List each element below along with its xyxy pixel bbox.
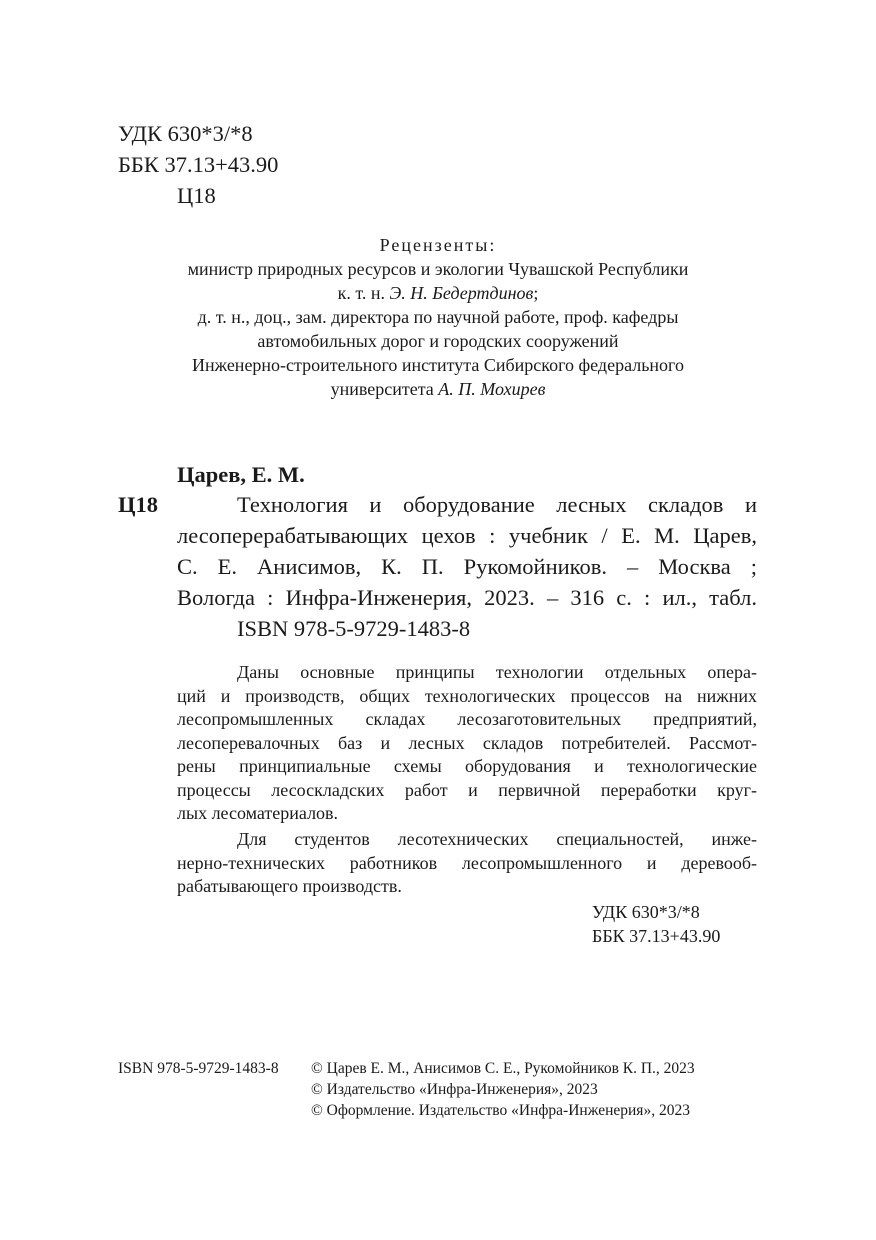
copyright-line-2: © Издательство «Инфра-Инженерия», 2023: [311, 1081, 598, 1098]
audience-line: нерно-технических работников лесопромышленного и деревооб-: [177, 852, 757, 873]
annotation-line: ций и производств, общих технологических процессов на нижних: [177, 685, 757, 706]
reviewer-line-6: [0, 378, 876, 402]
audience-line: рабатывающего производств.: [177, 876, 402, 896]
bib-isbn: ISBN 978-5-9729-1483-8: [237, 616, 471, 641]
bbk-code-bottom: ББК 37.13+43.90: [592, 926, 721, 946]
reviewers-heading: Рецензенты:: [379, 235, 497, 255]
annotation-line: процессы лесоскладских работ и первичной переработки круг-: [177, 779, 757, 800]
annotation-line: Даны основные принципы технологии отдельных опера-: [237, 662, 757, 682]
bib-author-mark: Ц18: [118, 492, 159, 517]
copyright-line-3: © Оформление. Издательство «Инфра-Инженерия», 2023: [311, 1102, 690, 1119]
annotation-line: лесоперевалочных баз и лесных складов потребителей. Рассмот-: [177, 732, 757, 753]
author-mark-top: Ц18: [177, 183, 216, 208]
reviewer-name-1: Э. Н. Бедертдинов: [389, 283, 534, 303]
annotation-line: лесопромышленных складах лесозаготовительных предприятий,: [177, 709, 757, 729]
bib-title-line-1: Технология и оборудование лесных складов и: [237, 492, 757, 517]
reviewer-line-2: [0, 282, 876, 306]
reviewer-line-3: д. т. н., доц., зам. директора по научной работе, проф. кафедры: [197, 307, 679, 327]
reviewer-degree: к. т. н.: [337, 283, 390, 303]
udk-code-top: УДК 630*3/*8: [118, 121, 253, 146]
annotation-line: лых лесоматериалов.: [177, 803, 339, 823]
bbk-code-top: ББК 37.13+43.90: [118, 152, 279, 177]
bib-title-line-4: Вологда : Инфра-Инженерия, 2023. – 316 с. : ил., табл.: [177, 585, 757, 610]
reviewer-separator: ;: [533, 283, 539, 303]
reviewer-line-4: автомобильных дорог и городских сооружений: [257, 331, 619, 351]
copyright-isbn: ISBN 978-5-9729-1483-8: [118, 1060, 279, 1077]
reviewer-line-5: Инженерно-строительного института Сибирского федерального: [191, 355, 684, 375]
copyright-line-1: © Царев Е. М., Анисимов С. Е., Рукомойников К. П., 2023: [311, 1060, 695, 1077]
audience-line: Для студентов лесотехнических специальностей, инже-: [237, 829, 757, 849]
annotation-line: рены принципиальные схемы оборудования и технологические: [177, 756, 757, 776]
bib-title-line-2: лесоперерабатывающих цехов : учебник / Е. М. Царев,: [177, 523, 757, 548]
reviewer-name-2: А. П. Мохирев: [438, 379, 546, 399]
bib-title-line-3: С. Е. Анисимов, К. П. Рукомойников. – Москва ;: [177, 554, 757, 579]
bib-author: Царев, Е. М.: [177, 462, 305, 487]
reviewer-affiliation-end: университета: [330, 379, 439, 399]
reviewer-line-1: министр природных ресурсов и экологии Чувашской Республики: [187, 259, 689, 279]
udk-code-bottom: УДК 630*3/*8: [592, 902, 700, 922]
